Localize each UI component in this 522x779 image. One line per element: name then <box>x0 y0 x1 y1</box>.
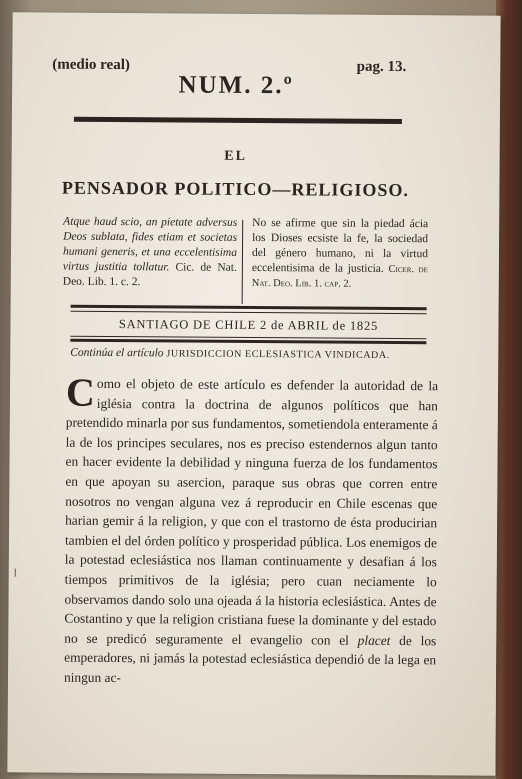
margin-mark: l <box>13 567 17 580</box>
price-label: (medio real) <box>52 56 130 74</box>
article-body <box>63 369 439 690</box>
article-text-part2: de los emperadores, ni jamás la potestad eclesiástica dependió de la lega en ningun ac- <box>63 632 437 685</box>
page-number: pag. 13. <box>356 58 407 76</box>
top-rule <box>74 117 402 124</box>
subtitle-lead: Continúa el artículo <box>70 346 164 360</box>
article-text-part1: omo el objeto de este artículo es defender la autoridad de la iglésia contra la doctrina de algunos políticos que han pretendido minarla por sus fundamentos, sometiendola enteramente á la de los principes seculares, nos es preciso estendernos algun tanto en hacer evidente la debilidad y ninguna fuerza de los fundamentos en que apoyan su asercion, paraque sus obras que corren entre nosotros no vengan alguna vez á reproducir en Chile escenas que harian gemir á la religion, y que con el trastorno de ésta producirian tambien el del órden político y prosperidad pública. Los enemigos de la potestad eclesiástica nos llaman continuamente y desafian á los tiempos primitivos de la iglésia; pero cuan neciamente lo observamos dando solo una ojeada á la historia eclesiástica. Antes de Costantino y que la religion cristiana fuese la dominante y del estado no se predicó seguramente el evangelio con el <box>64 375 439 648</box>
spanish-epigraph-text: No se afirme que sin la piedad ácia los Dioses ecsiste la fe, la sociedad del género humano, ni la virtud eccelentisima de la justicia. <box>251 216 429 275</box>
dateline-rule-bottom <box>70 339 426 344</box>
dateline-rule-top-thin <box>71 311 427 314</box>
article-subtitle <box>70 347 426 361</box>
subtitle-title: JURISDICCION ECLESIASTICA VINDICADA. <box>166 348 390 361</box>
dateline: SANTIAGO DE CHILE 2 de ABRIL de 1825 <box>118 317 379 333</box>
article-paragraph <box>63 369 439 690</box>
latin-epigraph <box>63 215 238 291</box>
spanish-epigraph-cite: Cicer. de Nat. Deo. Lib. 1. cap. 2. <box>251 263 428 290</box>
masthead-title: PENSADOR POLITICO—RELIGIOSO. <box>61 177 410 201</box>
spanish-epigraph <box>252 216 429 292</box>
placet-term: placet <box>357 632 391 648</box>
latin-epigraph-text: Atque haud scio, an pietate adversus Deos sublata, fides etiam et societas humani generis, et una eccelentisima virtus justitia tollatur. <box>62 215 238 274</box>
dateline-rule-top <box>71 305 427 310</box>
newspaper-page <box>7 12 500 775</box>
latin-epigraph-cite: Cic. de Nat. Deo. Lib. 1. c. 2. <box>62 261 237 289</box>
issue-number: NUM. 2.º <box>178 71 294 100</box>
drop-cap: C <box>65 369 96 415</box>
masthead-article: EL <box>224 148 248 164</box>
epigraph-divider <box>242 220 244 304</box>
